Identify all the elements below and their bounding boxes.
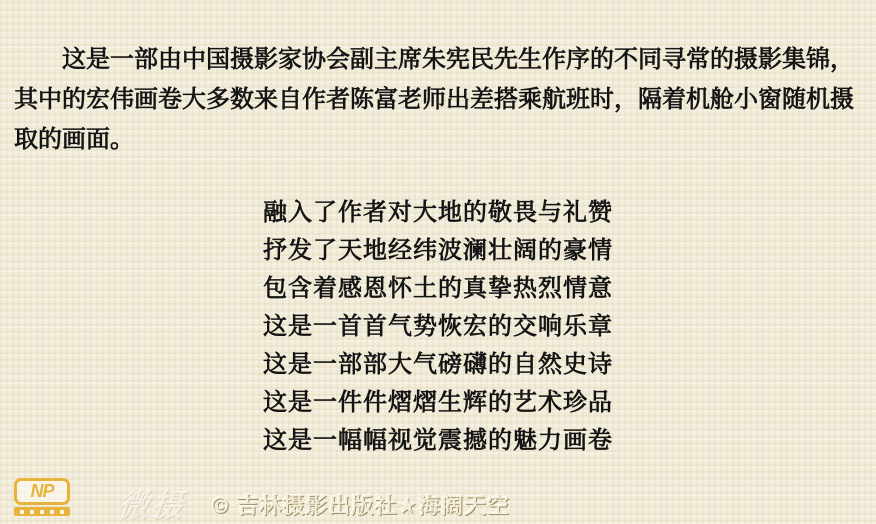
poem-line: 这是一件件熠熠生辉的艺术珍品 — [263, 389, 613, 416]
filmstrip-dot — [20, 510, 24, 514]
poem-line: 融入了作者对大地的敬畏与礼赞 — [263, 199, 613, 226]
filmstrip-dot — [30, 510, 34, 514]
poem-line: 包含着感恩怀土的真挚热烈情意 — [263, 275, 613, 302]
intro-paragraph: 这是一部由中国摄影家协会副主席朱宪民先生作序的不同寻常的摄影集锦，其中的宏伟画卷大多数来自作者陈富老师出差搭乘航班时，隔着机舱小窗随机摄取的画面。 — [14, 46, 854, 153]
filmstrip-dot — [60, 510, 64, 514]
poem-line: 这是一部部大气磅礴的自然史诗 — [263, 351, 613, 378]
weishe-watermark: 微摄 — [115, 488, 188, 523]
np-logo — [14, 478, 70, 516]
filmstrip-dot — [50, 510, 54, 514]
poem-line: 这是一首首气势恢宏的交响乐章 — [263, 313, 613, 340]
np-filmstrip-icon — [14, 507, 70, 516]
poem-line: 抒发了天地经纬波澜壮阔的豪情 — [263, 237, 613, 264]
np-logo-icon — [14, 478, 70, 505]
poem-block — [0, 194, 876, 460]
copyright-text: © 吉林摄影出版社★海阔天空 — [212, 493, 511, 518]
poem-line: 这是一幅幅视觉震撼的魅力画卷 — [263, 427, 613, 454]
np-logo-text: NP — [30, 481, 54, 501]
filmstrip-dot — [40, 510, 44, 514]
